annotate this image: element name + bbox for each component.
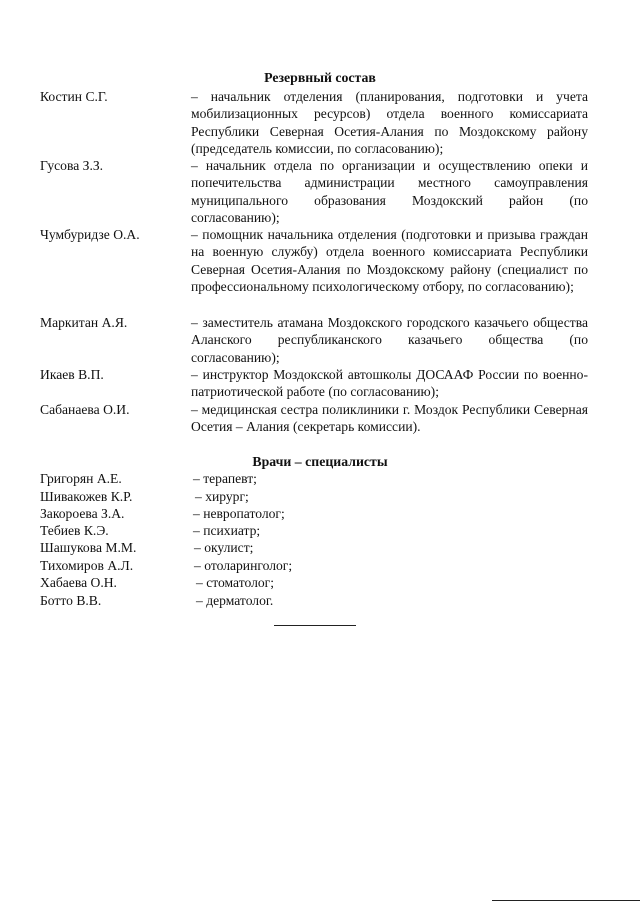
member-role: – начальник отдела по организации и осуществлению опеки и попечительства администрации местного самоуправления муниципального образования Моздокский район (по согласованию); [191,158,588,225]
doctor-name: Шашукова М.М. [40,540,137,555]
doctor-role: – терапевт; [193,471,257,486]
doctor-role: – отоларинголог; [194,558,293,573]
doctor-role: – окулист; [194,540,254,555]
closing-rule [274,625,356,626]
doctor-role: – невропатолог; [193,506,285,521]
doctor-role: – стоматолог; [196,575,275,590]
reserve-heading: Резервный состав [264,70,376,85]
member-name: Гусова З.З. [40,158,104,173]
doctor-name: Закороева З.А. [40,506,125,521]
doctor-role: – психиатр; [193,523,261,538]
doctors-heading: Врачи – специалисты [252,454,388,469]
doctor-name: Тебиев К.Э. [40,523,109,538]
doctor-name: Тихомиров А.Л. [40,558,134,573]
member-name: Икаев В.П. [40,367,104,382]
member-role: – медицинская сестра поликлиники г. Моздок Республики Северная Осетия – Алания (секретарь комиссии). [191,402,588,435]
member-role: – начальник отделения (планирования, подготовки и учета мобилизационных ресурсов) отдела военного комиссариата Республики Северная Осетия-Алания по Моздокскому району (председатель комиссии, по согласованию); [191,89,588,156]
doctor-name: Григорян А.Е. [40,471,122,486]
footer-rule [492,900,640,901]
member-name: Маркитан А.Я. [40,315,128,330]
member-name: Чумбуридзе О.А. [40,227,140,242]
doctor-name: Шивакожев К.Р. [40,489,133,504]
member-role: – инструктор Моздокской автошколы ДОСААФ России по военно-патриотической работе (по согласованию); [191,367,588,400]
member-name: Костин С.Г. [40,89,108,104]
doctor-role: – дерматолог. [196,593,274,608]
doctor-name: Ботто В.В. [40,593,102,608]
doctor-name: Хабаева О.Н. [40,575,117,590]
member-name: Сабанаева О.И. [40,402,130,417]
member-role: – помощник начальника отделения (подготовки и призыва граждан на военную службу) отдела военного комиссариата Республики Северная Осетия-Алания по Моздокскому району (специалист по профессиональному психологическому отбору, по согласованию); [191,227,588,294]
doctor-role: – хирург; [195,489,249,504]
member-role: – заместитель атамана Моздокского городского казачьего общества Аланского республиканского казачьего общества (по согласованию); [191,315,588,365]
